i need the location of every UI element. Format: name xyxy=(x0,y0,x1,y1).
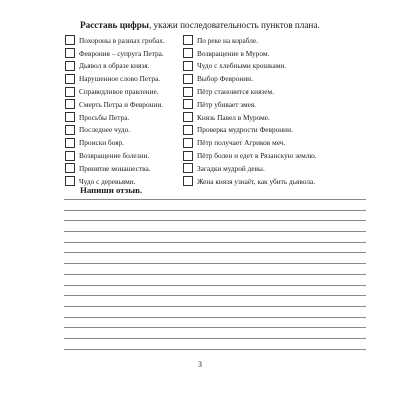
plan-item-text: Справедливое правление. xyxy=(79,87,159,97)
plan-item-text: Возвращение в Муром. xyxy=(197,48,270,58)
plan-right-item xyxy=(183,111,373,124)
number-checkbox[interactable] xyxy=(183,138,193,148)
plan-left-item xyxy=(65,149,183,162)
plan-right-item xyxy=(183,47,373,60)
plan-item-text: Пётр убивает змея. xyxy=(197,99,257,109)
number-checkbox[interactable] xyxy=(183,74,193,84)
plan-item-text: Загадки мудрой девы. xyxy=(197,163,265,173)
number-checkbox[interactable] xyxy=(65,151,75,161)
writing-line[interactable] xyxy=(64,252,366,253)
task-heading-rest: , укажи последовательность пунктов плана. xyxy=(148,20,320,30)
number-checkbox[interactable] xyxy=(65,112,75,122)
plan-item-text: По реке на корабле. xyxy=(197,35,258,45)
number-checkbox[interactable] xyxy=(183,48,193,58)
writing-line[interactable] xyxy=(64,295,366,296)
page-number: 3 xyxy=(198,360,202,369)
number-checkbox[interactable] xyxy=(183,163,193,173)
plan-right-item xyxy=(183,60,373,73)
plan-right-item xyxy=(183,98,373,111)
plan-item-text: Просьбы Петра. xyxy=(79,112,130,122)
number-checkbox[interactable] xyxy=(65,176,75,186)
task-heading xyxy=(80,20,320,31)
plan-items xyxy=(65,34,365,184)
writing-line[interactable] xyxy=(64,317,366,318)
plan-left-item xyxy=(65,162,183,175)
number-checkbox[interactable] xyxy=(65,163,75,173)
plan-item-text: Чудо с деревьями. xyxy=(79,176,136,186)
number-checkbox[interactable] xyxy=(65,35,75,45)
writing-line[interactable] xyxy=(64,199,366,200)
plan-left-item xyxy=(65,72,183,85)
plan-left-item xyxy=(65,34,183,47)
writing-line[interactable] xyxy=(64,338,366,339)
plan-right-item xyxy=(183,149,373,162)
number-checkbox[interactable] xyxy=(65,48,75,58)
number-checkbox[interactable] xyxy=(65,125,75,135)
plan-right-item xyxy=(183,85,373,98)
number-checkbox[interactable] xyxy=(65,138,75,148)
number-checkbox[interactable] xyxy=(65,61,75,71)
plan-column-right xyxy=(183,34,373,188)
writing-line[interactable] xyxy=(64,220,366,221)
number-checkbox[interactable] xyxy=(183,151,193,161)
plan-item-text: Чудо с хлебными крошками. xyxy=(197,61,287,71)
plan-left-item xyxy=(65,98,183,111)
number-checkbox[interactable] xyxy=(183,112,193,122)
plan-item-text: Принятие монашества. xyxy=(79,163,151,173)
plan-item-text: Пётр получает Агриков меч. xyxy=(197,138,286,148)
number-checkbox[interactable] xyxy=(183,99,193,109)
plan-right-item xyxy=(183,34,373,47)
plan-left-item xyxy=(65,111,183,124)
number-checkbox[interactable] xyxy=(183,61,193,71)
writing-line[interactable] xyxy=(64,231,366,232)
plan-item-text: Проверка мудрости Февронии. xyxy=(197,125,293,135)
writing-line[interactable] xyxy=(64,242,366,243)
plan-item-text: Пётр становится князем. xyxy=(197,87,274,97)
plan-item-text: Нарушенное слово Петра. xyxy=(79,74,161,84)
writing-line[interactable] xyxy=(64,306,366,307)
number-checkbox[interactable] xyxy=(183,125,193,135)
plan-left-item xyxy=(65,60,183,73)
plan-right-item xyxy=(183,136,373,149)
plan-item-text: Жена князя узнаёт, как убить дьявола. xyxy=(197,176,316,186)
plan-column-left xyxy=(65,34,183,188)
number-checkbox[interactable] xyxy=(183,35,193,45)
writing-line[interactable] xyxy=(64,285,366,286)
task-heading-bold: Расставь цифры xyxy=(80,20,149,30)
plan-item-text: Дьявол в образе князя. xyxy=(79,61,150,71)
writing-line[interactable] xyxy=(64,210,366,211)
plan-left-item xyxy=(65,136,183,149)
plan-item-text: Возвращение болезни. xyxy=(79,151,150,161)
plan-right-item xyxy=(183,72,373,85)
plan-left-item xyxy=(65,124,183,137)
plan-item-text: Смерть Петра и Февронии. xyxy=(79,99,164,109)
review-writing-lines[interactable] xyxy=(64,199,366,359)
number-checkbox[interactable] xyxy=(65,99,75,109)
review-title: Напиши отзыв. xyxy=(80,185,143,195)
number-checkbox[interactable] xyxy=(65,87,75,97)
number-checkbox[interactable] xyxy=(183,176,193,186)
plan-item-text: Князь Павел в Муроме. xyxy=(197,112,270,122)
writing-line[interactable] xyxy=(64,274,366,275)
number-checkbox[interactable] xyxy=(65,74,75,84)
writing-line[interactable] xyxy=(64,263,366,264)
plan-right-item xyxy=(183,175,373,188)
plan-item-text: Похороны в разных гробах. xyxy=(79,35,165,45)
plan-item-text: Пётр болен и едет в Рязанскую землю. xyxy=(197,151,317,161)
plan-item-text: Последнее чудо. xyxy=(79,125,131,135)
writing-line[interactable] xyxy=(64,349,366,350)
number-checkbox[interactable] xyxy=(183,87,193,97)
plan-item-text: Выбор Февронии. xyxy=(197,74,253,84)
plan-item-text: Феврония – супруга Петра. xyxy=(79,48,164,58)
plan-left-item xyxy=(65,47,183,60)
plan-right-item xyxy=(183,162,373,175)
plan-left-item xyxy=(65,85,183,98)
writing-line[interactable] xyxy=(64,327,366,328)
plan-item-text: Происки бояр. xyxy=(79,138,125,148)
plan-right-item xyxy=(183,124,373,137)
